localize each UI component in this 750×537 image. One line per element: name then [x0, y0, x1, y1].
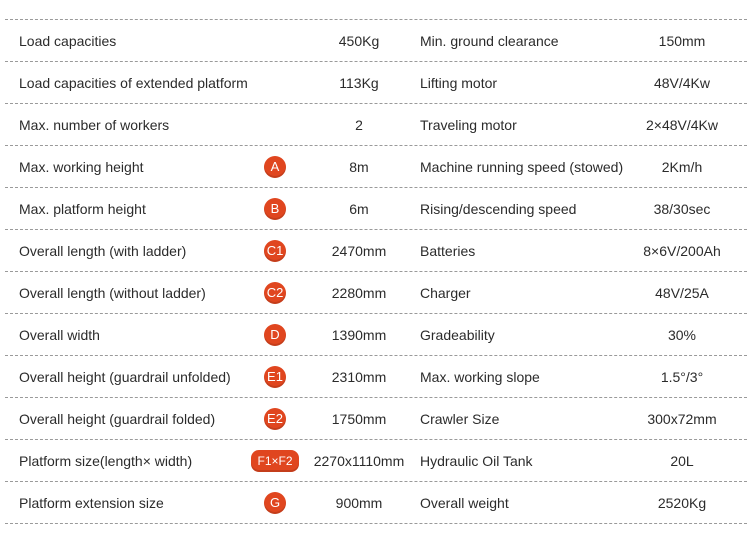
spec-value: 30% [667, 327, 697, 343]
dimension-marker-badge: C1 [264, 240, 287, 262]
spec-label: Overall length (with ladder) [19, 243, 187, 259]
spec-value: 8×6V/200Ah [643, 243, 721, 259]
spec-row [0, 272, 750, 314]
spec-value: 1390mm [331, 327, 387, 343]
dimension-marker-badge: A [264, 156, 286, 178]
row-separator [5, 523, 747, 524]
dimension-marker-badge: B [264, 198, 286, 220]
spec-label: Batteries [420, 243, 476, 259]
spec-label: Crawler Size [420, 411, 500, 427]
spec-row [0, 20, 750, 62]
spec-label: Platform extension size [19, 495, 164, 511]
spec-value: 2520Kg [657, 495, 707, 511]
spec-label: Overall width [19, 327, 100, 343]
spec-label: Overall weight [420, 495, 509, 511]
spec-label: Max. working height [19, 159, 144, 175]
spec-value: 2×48V/4Kw [646, 117, 718, 133]
spec-value: 38/30sec [653, 201, 711, 217]
spec-label: Overall length (without ladder) [19, 285, 206, 301]
spec-value: 113Kg [339, 75, 379, 91]
spec-label: Max. working slope [420, 369, 540, 385]
spec-label: Load capacities of extended platform [19, 75, 248, 91]
spec-value: 2280mm [331, 285, 387, 301]
spec-value: 300x72mm [647, 411, 717, 427]
dimension-marker-badge: C2 [264, 282, 287, 304]
spec-value: 450Kg [338, 33, 380, 49]
dimension-marker-badge: E2 [264, 408, 286, 430]
spec-label: Gradeability [420, 327, 495, 343]
spec-label: Max. platform height [19, 201, 146, 217]
dimension-marker-badge: F1×F2 [251, 450, 298, 472]
spec-row [0, 482, 750, 524]
spec-row [0, 62, 750, 104]
spec-value: 900mm [335, 495, 383, 511]
spec-value: 1750mm [331, 411, 387, 427]
dimension-marker-badge: E1 [264, 366, 286, 388]
spec-label: Overall height (guardrail folded) [19, 411, 216, 427]
spec-label: Max. number of workers [19, 117, 170, 133]
spec-value: 48V/25A [655, 285, 709, 301]
spec-label: Machine running speed (stowed) [420, 159, 624, 175]
spec-label: Lifting motor [420, 75, 498, 91]
spec-row [0, 440, 750, 482]
spec-row [0, 188, 750, 230]
spec-value: 8m [349, 159, 369, 175]
spec-value: 2310mm [331, 369, 387, 385]
dimension-marker-badge: D [264, 324, 286, 346]
spec-value: 2Km/h [661, 159, 703, 175]
spec-label: Load capacities [19, 33, 117, 49]
spec-value: 2470mm [331, 243, 387, 259]
spec-label: Min. ground clearance [420, 33, 559, 49]
spec-value: 48V/4Kw [653, 75, 711, 91]
spec-row [0, 356, 750, 398]
dimension-marker-badge: G [264, 492, 286, 514]
spec-row [0, 230, 750, 272]
spec-label: Charger [420, 285, 471, 301]
spec-value: 1.5°/3° [660, 369, 704, 385]
spec-label: Overall height (guardrail unfolded) [19, 369, 231, 385]
spec-value: 150mm [658, 33, 706, 49]
spec-row [0, 314, 750, 356]
spec-value: 2270x1110mm [313, 453, 405, 469]
spec-label: Rising/descending speed [420, 201, 577, 217]
spec-value: 20L [670, 453, 694, 469]
spec-label: Traveling motor [420, 117, 517, 133]
spec-row [0, 146, 750, 188]
spec-label: Hydraulic Oil Tank [420, 453, 533, 469]
spec-value: 6m [349, 201, 369, 217]
spec-value: 2 [355, 117, 363, 133]
spec-row [0, 104, 750, 146]
spec-row [0, 398, 750, 440]
spec-label: Platform size(length× width) [19, 453, 193, 469]
